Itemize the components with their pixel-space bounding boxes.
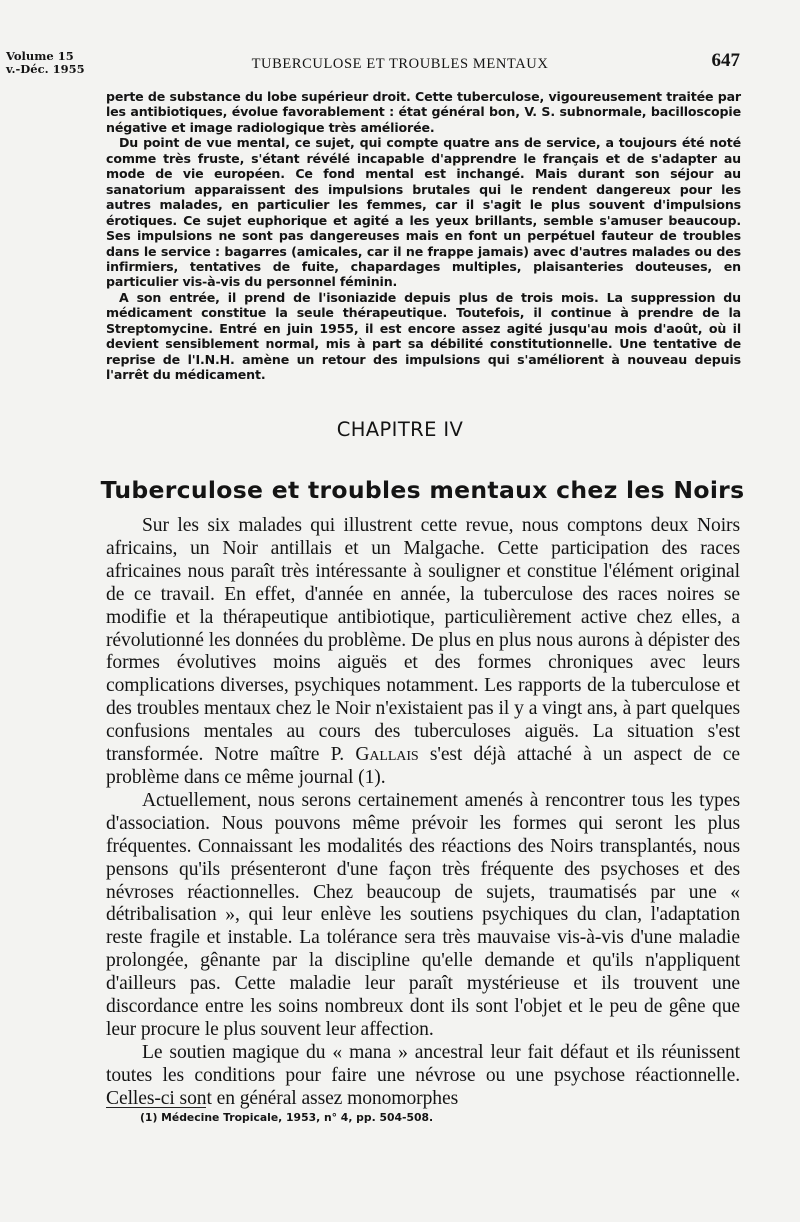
footnote-rule [106,1107,206,1108]
author-name: Gallais [355,744,419,766]
running-title: TUBERCULOSE ET TROUBLES MENTAUX [251,56,549,72]
case-paragraph-2: Du point de vue mental, ce sujet, qui compte quatre ans de service, a toujours été noté comme très fruste, s'étant révélé incapable d'apprendre le français et de s'adapter au mode de vie européen. Ce fond mental est inchangé. Mais durant son séjour au sanatorium apparaissent des impulsions brutales qui le rendent dangereux pour les autres malades, en particulier les femmes, car il s'agit le plus souvent d'impulsions érotiques. Ce sujet euphorique et agité a les yeux brillants, semble s'amuser beaucoup. Ses impulsions ne sont pas dangereuses mais en font un perpétuel fauteur de troubles dans le service : bagarres (amicales, car il ne frappe jamais) avec d'autres malades ou des infirmiers, tentatives de fuite, chapardages multiples, plaisanteries douteuses, en particulier vis-à-vis du personnel féminin. [106,135,741,290]
chapter-number: CHAPITRE IV [336,418,464,441]
body-paragraph-3: Le soutien magique du « mana » ancestral leur fait défaut et ils réunissent toutes les conditions pour faire une névrose ou une psychose réactionnelle. Celles-ci sont en général assez monomorphes [106,1041,740,1109]
volume-number: Volume 15 [6,49,74,63]
chapter-body [106,515,740,1111]
body-paragraph-1-text: Sur les six malades qui illustrent cette revue, nous comptons deux Noirs africains, un Noir antillais et un Malgache. Cette participation des races africaines nous paraît très intéressante à souligner et constitue l'élément original de ce travail. En effet, d'année en année, la tuberculose des races noires se modifie et la thérapeutique antibiotique, particulièrement active chez elles, a révolutionné les données du problème. De plus en plus nous aurons à dépister des formes évolutives moins aiguës et des formes chroniques avec leurs complications diverses, psychiques notamment. Les rapports de la tuberculose et des troubles mentaux chez le Noir n'existaient pas il y a vingt ans, à part quelques confusions mentales au cours des tuberculoses aiguës. La situation s'est transformée. Notre maître P. [106,515,740,766]
page-number: 647 [711,50,740,71]
footnote: (1) Médecine Tropicale, 1953, n° 4, pp. 504-508. [140,1111,434,1124]
body-paragraph-1-end: s'est déjà attaché à un aspect de ce problème dans ce même journal (1). [106,744,740,788]
issue-date: v.-Déc. 1955 [6,62,85,76]
body-paragraph-1 [106,515,740,790]
case-paragraph-3: A son entrée, il prend de l'isoniazide depuis plus de trois mois. La suppression du médicament constitue la seule thérapeutique. Toutefois, il continue à prendre de la Streptomycine. Entré en juin 1955, il est encore assez agité jusqu'au mois d'août, où il devient sensiblement normal, mis à part sa débilité constitutionnelle. Une tentative de reprise de l'I.N.H. amène un retour des impulsions qui s'améliorent à nouveau depuis l'arrêt du médicament. [106,289,741,383]
case-paragraph-1: perte de substance du lobe supérieur droit. Cette tuberculose, vigoureusement traitée par les antibiotiques, évolue favorablement : état général bon, V. S. subnormale, bacilloscopie négative et image radiologique très améliorée. [106,89,741,135]
chapter-title: Tuberculose et troubles mentaux chez les Noirs [100,476,745,504]
case-report-text [106,89,741,383]
body-paragraph-2: Actuellement, nous serons certainement amenés à rencontrer tous les types d'association. Nous pouvons même prévoir les formes qui seront les plus fréquentes. Connaissant les modalités des réactions des Noirs transplantés, nous pensons qu'ils présenteront d'une façon très fréquente des psychoses et des névroses réactionnelles. Chez beaucoup de sujets, traumatisés par une « détribalisation », qui leur enlève les soutiens psychiques du clan, l'adaptation reste fragile et instable. La tolérance sera très mauvaise vis-à-vis d'une maladie prolongée, gênante par la discipline qu'elle demande et qu'ils n'appliquent d'ailleurs pas. Cette maladie leur paraît mystérieuse et ils trouvent une discordance entre les soins nombreux dont ils sont l'objet et le peu de gêne que leur procure le plus souvent leur affection. [106,789,740,1040]
